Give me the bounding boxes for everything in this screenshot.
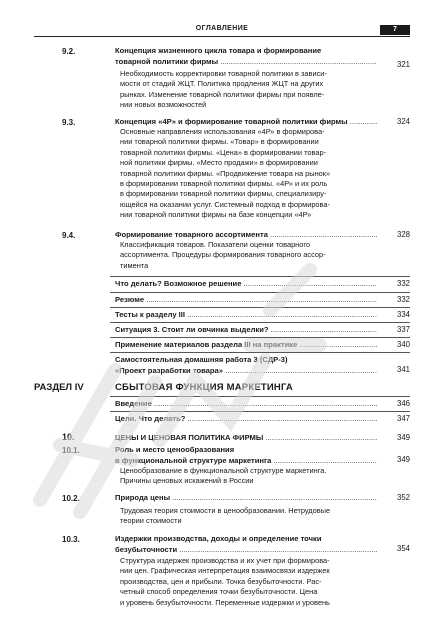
divider [110, 411, 410, 412]
part-title: СБЫТОВАЯ ФУНКЦИЯ МАРКЕТИНГА [115, 382, 293, 393]
divider [110, 337, 410, 338]
toc-page-number: 347 [396, 414, 410, 423]
toc-entry-title[interactable]: Самостоятельная домашняя работа 3 (СДР-3) «Проект разработки товара» ..... [115, 354, 377, 376]
toc-page-number: 337 [396, 325, 410, 334]
toc-page-number: 334 [396, 310, 410, 319]
section-number: 10.3. [62, 535, 80, 544]
toc-entry-description: Основные направления использования «4Р» в формирова- нии товарной политики фирмы. «Товар» в формировании товарной политики фирмы. «Цена» в формировании товар- ной политики фирмы. «Место продажи» в формировании товарной политики фирмы. «Продвижение товара на рынок» в формировании товарной политики фирмы. «4Р» и их роль в формировании товарной политики фирмы, специализиру- ющейся на оказании услуг. Системный подход в формирова- нии товарной политики фирмы на базе концепции «4Р» [120, 127, 331, 220]
toc-entry-title[interactable]: Издержки производства, доходы и определение точки безубыточности ..... [115, 533, 377, 555]
toc-entry-title[interactable]: Природа цены ..... [115, 492, 377, 503]
section-number: 10.1. [62, 446, 80, 455]
part-label: РАЗДЕЛ IV [34, 382, 84, 393]
toc-entry-description: Трудовая теория стоимости в ценообразовании. Нетрудовые теории стоимости [120, 506, 331, 526]
toc-page-number: 349 [396, 433, 410, 442]
divider [110, 352, 410, 353]
running-header [34, 25, 410, 37]
section-number: 9.3. [62, 118, 76, 127]
toc-page-number: 349 [396, 455, 410, 464]
divider [110, 276, 410, 277]
toc-entry-title[interactable]: ЦЕНЫ И ЦЕНОВАЯ ПОЛИТИКА ФИРМЫ ..... [115, 432, 377, 443]
page-number-badge: 7 [380, 25, 410, 35]
toc-entry-title[interactable]: Введение ..... [115, 398, 377, 409]
toc-entry-description: Структура издержек производства и их учет при формирова- нии цен. Графическая интерпретация взаимосвязи издержек производства, цен и прибыли. Точка безубыточности. Рас- четный способ определения точки безубыточности. Цена и уровень безубыточности. Переменные издержки и уровень [120, 556, 330, 607]
toc-page-number: 340 [396, 340, 410, 349]
chapter-number: 10. [62, 432, 75, 442]
divider [110, 307, 410, 308]
divider [110, 292, 410, 293]
toc-page-number: 341 [396, 365, 410, 374]
toc-entry-title[interactable]: Резюме ..... [115, 294, 377, 305]
section-number: 9.2. [62, 47, 76, 56]
toc-entry-title[interactable]: Цели. Что делать? ..... [115, 413, 377, 424]
toc-entry-title[interactable]: Что делать? Возможное решение ..... [115, 278, 377, 289]
toc-page-number: 352 [396, 493, 410, 502]
toc-entry-description: Ценообразование в функциональной структуре маркетинга. Причины ценовых искажений в России [120, 466, 327, 486]
toc-page-number: 354 [396, 544, 410, 553]
toc-page-number: 328 [396, 230, 410, 239]
toc-entry-title[interactable]: Тесты к разделу III ..... [115, 309, 377, 320]
toc-entry-description: Классификация товаров. Показатели оценки товарного ассортимента. Процедуры формирования товарного ассор- тимента [120, 240, 326, 270]
toc-entry-title[interactable]: Применение материалов раздела III на практике ..... [115, 339, 377, 350]
toc-page-number: 321 [396, 60, 410, 69]
toc-entry-description: Необходимость корректировки товарной политики в зависи- мости от стадий ЖЦТ. Политика продления ЖЦТ на других рынках. Изменение товарной политики фирмы при появле- нии новых возможностей [120, 69, 327, 110]
toc-entry-title[interactable]: Концепция «4Р» и формирование товарной политики фирмы ..... [115, 116, 377, 127]
toc-page-number: 324 [396, 117, 410, 126]
toc-entry-title[interactable]: Роль и место ценообразования в функциональной структуре маркетинга ..... [115, 444, 377, 466]
toc-page-number: 332 [396, 295, 410, 304]
toc-page-number: 332 [396, 279, 410, 288]
section-number: 9.4. [62, 231, 76, 240]
toc-entry-title[interactable]: Ситуация 3. Стоит ли овчинка выделки? ..... [115, 324, 377, 335]
header-title: ОГЛАВЛЕНИЕ [195, 25, 249, 32]
divider [110, 322, 410, 323]
toc-page-number: 346 [396, 399, 410, 408]
divider [110, 396, 410, 397]
section-number: 10.2. [62, 494, 80, 503]
toc-entry-title[interactable]: Концепция жизненного цикла товара и формирование товарной политики фирмы ..... [115, 45, 377, 67]
toc-entry-title[interactable]: Формирование товарного ассортимента ..... [115, 229, 377, 240]
